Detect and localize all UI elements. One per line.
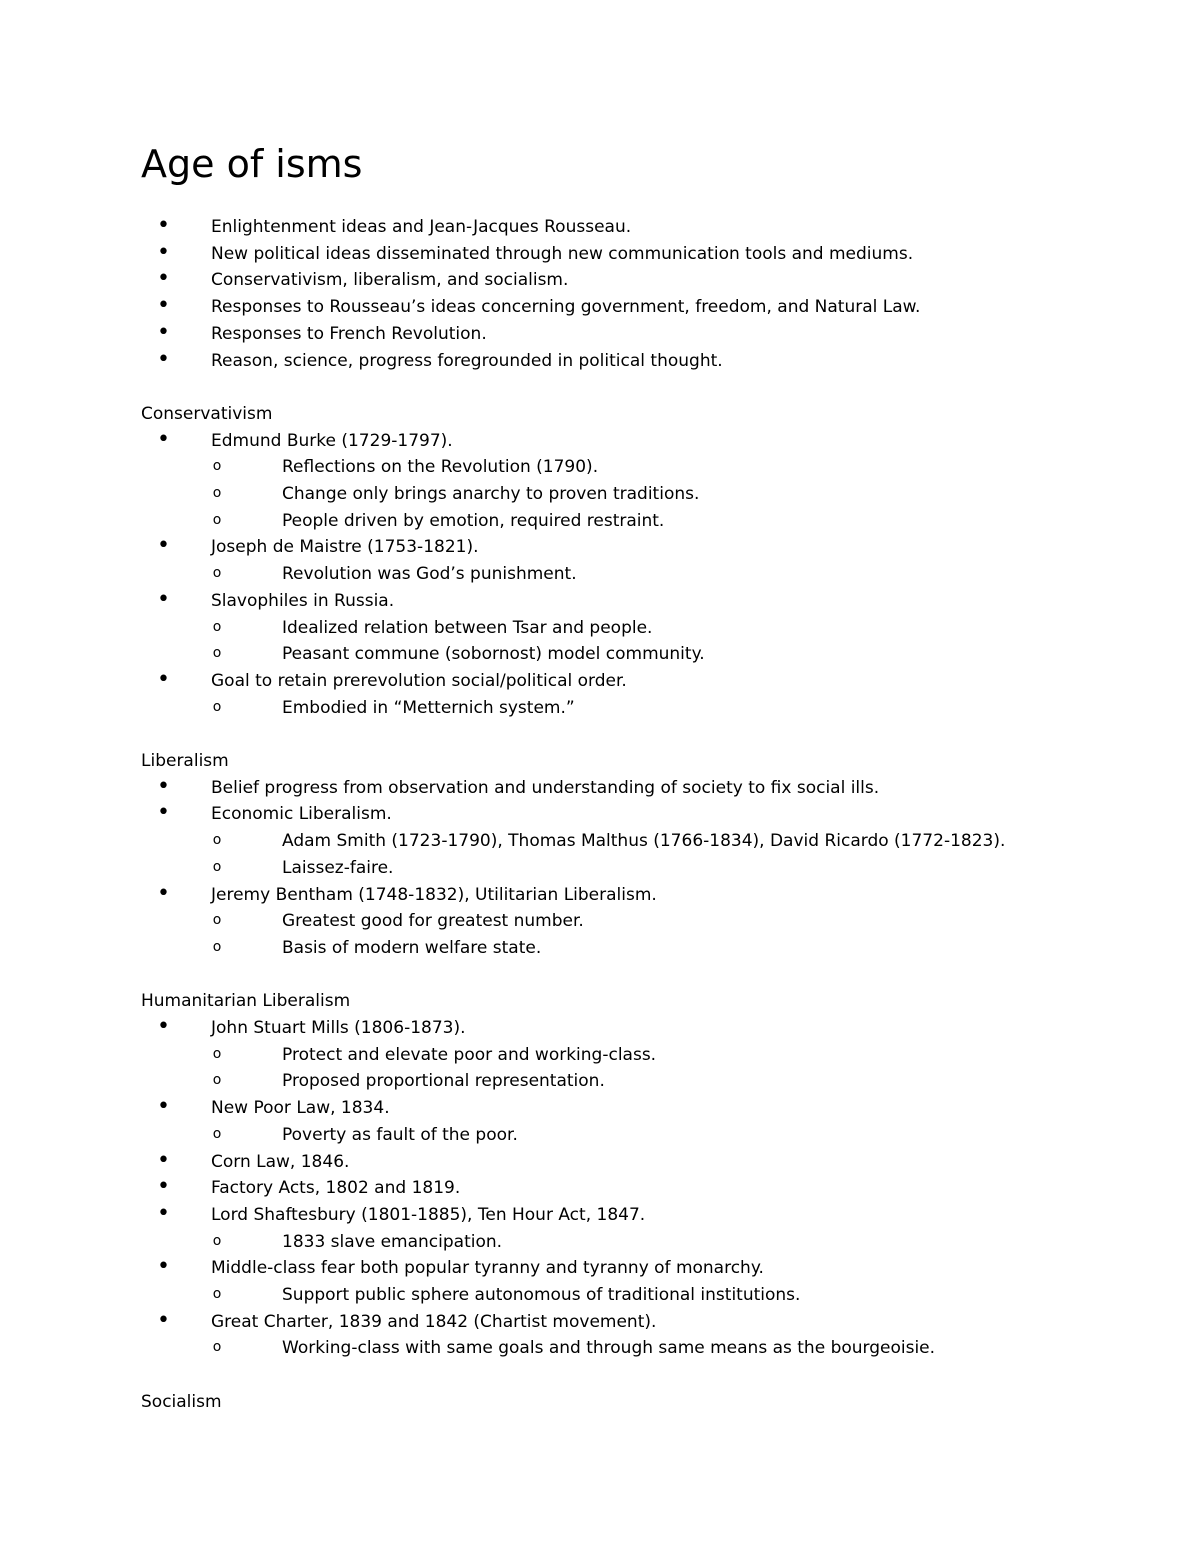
bullet-item-text: Middle-class fear both popular tyranny and tyranny of monarchy. xyxy=(211,1258,764,1279)
sub-bullet-item-text: Adam Smith (1723-1790), Thomas Malthus (1766-1834), David Ricardo (1772-1823). xyxy=(282,831,1006,852)
bullet-dot-icon: • xyxy=(157,426,170,452)
bullet-dot-icon: • xyxy=(157,239,170,265)
bullet-dot-icon: • xyxy=(157,266,170,292)
bullet-dot-icon: • xyxy=(157,346,170,372)
bullet-dot-icon: • xyxy=(157,1200,170,1226)
bullet-item-text: Responses to Rousseau’s ideas concerning government, freedom, and Natural Law. xyxy=(211,297,921,318)
sub-bullet-item-text: Revolution was God’s punishment. xyxy=(282,564,577,585)
hollow-circle-bullet-icon: o xyxy=(212,1339,222,1356)
sub-bullet-item-text: Idealized relation between Tsar and people. xyxy=(282,617,653,638)
bullet-item-text: Economic Liberalism. xyxy=(211,804,392,825)
sub-bullet-item-text: Peasant commune (sobornost) model community. xyxy=(282,644,705,665)
sub-bullet-item-text: Change only brings anarchy to proven traditions. xyxy=(282,484,700,504)
bullet-dot-icon: • xyxy=(157,1307,170,1333)
sub-bullet-item-text: Working-class with same goals and through same means as the bourgeoisie. xyxy=(282,1338,936,1359)
bullet-item-text: Responses to French Revolution. xyxy=(211,323,487,344)
sub-bullet-item-text: Basis of modern welfare state. xyxy=(282,937,542,958)
bullet-item-text: Conservativism, liberalism, and socialism. xyxy=(211,270,569,291)
bullet-item-text: New political ideas disseminated through new communication tools and mediums. xyxy=(211,243,914,264)
hollow-circle-bullet-icon: o xyxy=(212,698,222,715)
hollow-circle-bullet-icon: o xyxy=(212,858,222,875)
bullet-dot-icon: • xyxy=(157,666,170,692)
hollow-circle-bullet-icon: o xyxy=(212,458,222,475)
hollow-circle-bullet-icon: o xyxy=(212,1072,222,1089)
hollow-circle-bullet-icon: o xyxy=(212,1232,222,1249)
section-heading-text: Conservativism xyxy=(141,403,273,424)
sub-bullet-item-text: 1833 slave emancipation. xyxy=(282,1231,503,1252)
sub-bullet-item-text: Protect and elevate poor and working-class. xyxy=(282,1044,657,1065)
sub-bullet-item-text: Support public sphere autonomous of traditional institutions. xyxy=(282,1285,801,1305)
bullet-item-text: Reason, science, progress foregrounded in political thought. xyxy=(211,350,723,371)
bullet-dot-icon: • xyxy=(157,293,170,319)
bullet-item-text: Great Charter, 1839 and 1842 (Chartist movement). xyxy=(211,1311,657,1332)
sub-bullet-item-text: Proposed proportional representation. xyxy=(282,1071,605,1092)
bullet-item-text: Goal to retain prerevolution social/political order. xyxy=(211,670,627,691)
bullet-dot-icon: • xyxy=(157,880,170,906)
section-heading-text: Humanitarian Liberalism xyxy=(141,991,351,1012)
bullet-dot-icon: • xyxy=(157,533,170,559)
hollow-circle-bullet-icon: o xyxy=(212,645,222,662)
hollow-circle-bullet-icon: o xyxy=(212,485,222,501)
hollow-circle-bullet-icon: o xyxy=(212,1286,222,1302)
hollow-circle-bullet-icon: o xyxy=(212,1045,222,1062)
sub-bullet-item-text: Poverty as fault of the poor. xyxy=(282,1124,518,1145)
bullet-item-text: Jeremy Bentham (1748-1832), Utilitarian Liberalism. xyxy=(211,884,657,905)
bullet-item-text: Joseph de Maistre (1753-1821). xyxy=(211,537,479,558)
hollow-circle-bullet-icon: o xyxy=(212,832,222,849)
bullet-dot-icon: • xyxy=(157,800,170,826)
bullet-dot-icon: • xyxy=(157,319,170,345)
bullet-dot-icon: • xyxy=(157,1147,170,1173)
bullet-dot-icon: • xyxy=(157,586,170,612)
bullet-dot-icon: • xyxy=(157,1254,170,1280)
hollow-circle-bullet-icon: o xyxy=(212,618,222,635)
bullet-item-text: Edmund Burke (1729-1797). xyxy=(211,430,453,451)
page-title: Age of isms xyxy=(141,142,363,186)
sub-bullet-item-text: Laissez-faire. xyxy=(282,857,394,878)
bullet-item-text: Slavophiles in Russia. xyxy=(211,590,395,611)
hollow-circle-bullet-icon: o xyxy=(212,511,222,528)
bullet-dot-icon: • xyxy=(157,1174,170,1200)
bullet-item-text: Factory Acts, 1802 and 1819. xyxy=(211,1178,461,1199)
bullet-item-text: New Poor Law, 1834. xyxy=(211,1098,390,1119)
sub-bullet-item-text: Reflections on the Revolution (1790). xyxy=(282,457,599,478)
sub-bullet-item-text: Greatest good for greatest number. xyxy=(282,911,584,932)
bullet-dot-icon: • xyxy=(157,213,170,238)
bullet-item-text: Corn Law, 1846. xyxy=(211,1151,350,1172)
section-heading-text: Socialism xyxy=(141,1391,222,1412)
sub-bullet-item-text: People driven by emotion, required restraint. xyxy=(282,510,665,531)
bullet-item-text: Enlightenment ideas and Jean-Jacques Rousseau. xyxy=(211,217,632,237)
bullet-item-text: John Stuart Mills (1806-1873). xyxy=(211,1018,466,1038)
hollow-circle-bullet-icon: o xyxy=(212,565,222,582)
bullet-item-text: Belief progress from observation and understanding of society to fix social ills. xyxy=(211,777,880,798)
bullet-item-text: Lord Shaftesbury (1801-1885), Ten Hour Act, 1847. xyxy=(211,1204,646,1225)
hollow-circle-bullet-icon: o xyxy=(212,912,222,929)
bullet-dot-icon: • xyxy=(157,773,170,799)
sub-bullet-item-text: Embodied in “Metternich system.” xyxy=(282,697,575,718)
section-heading-text: Liberalism xyxy=(141,751,229,771)
bullet-dot-icon: • xyxy=(157,1094,170,1120)
hollow-circle-bullet-icon: o xyxy=(212,1125,222,1142)
bullet-dot-icon: • xyxy=(157,1014,170,1039)
hollow-circle-bullet-icon: o xyxy=(212,938,222,955)
